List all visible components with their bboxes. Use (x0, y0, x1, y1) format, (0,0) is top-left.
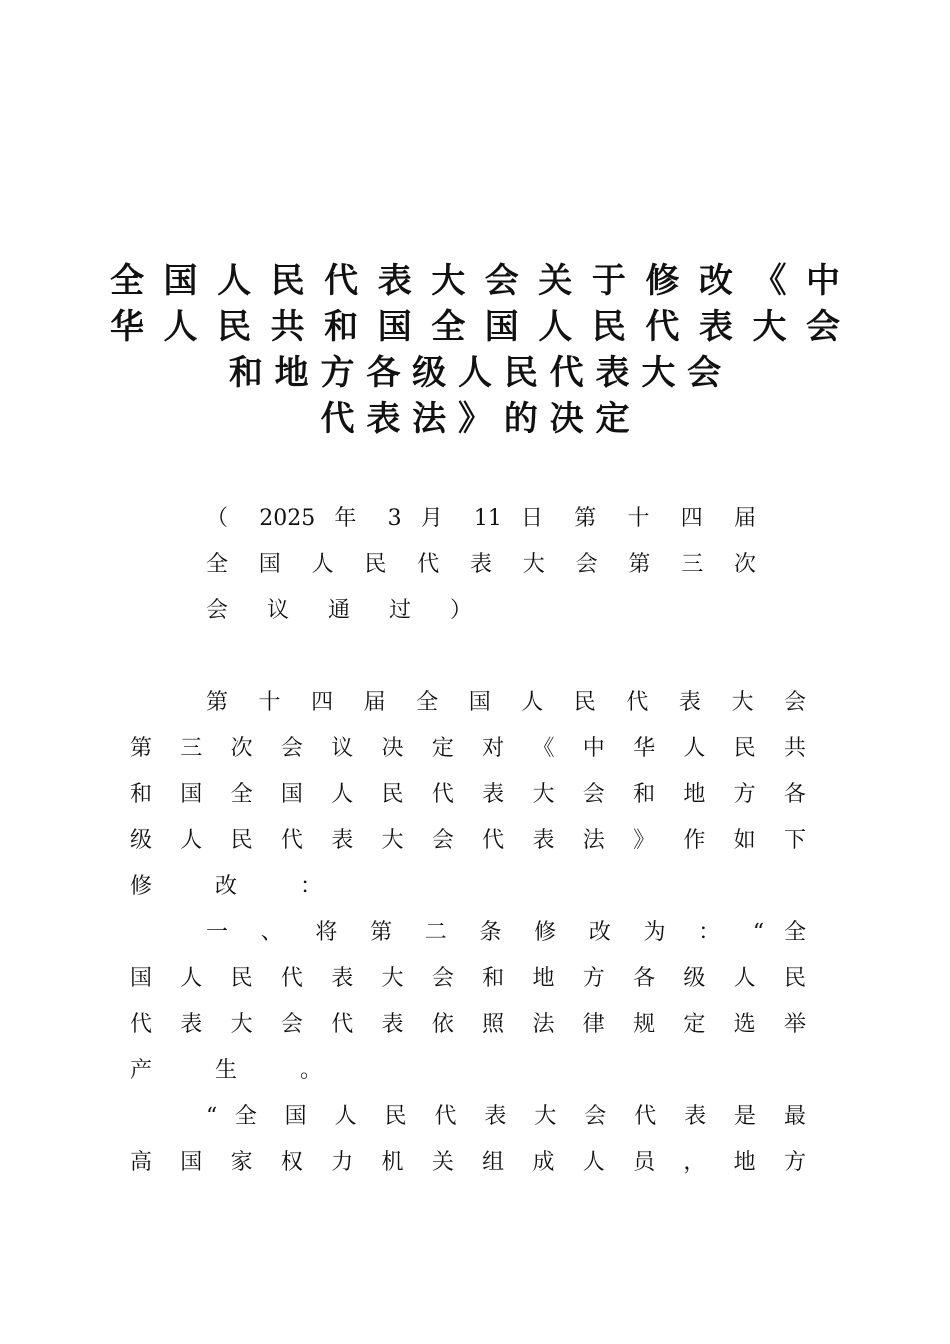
title-line-4: 代 表 法 》 的 决 定 (320, 399, 630, 439)
body-line-7: 国 人 民 代 表 大 会 和 地 方 各 级 人 民 (130, 966, 806, 991)
body-line-11: 高 国 家 权 力 机 关 组 成 人 员 ， 地 方 (130, 1150, 806, 1175)
body-line-10: “ 全 国 人 民 代 表 大 会 代 表 是 最 (206, 1104, 806, 1129)
body-line-2: 第 三 次 会 议 决 定 对 《 中 华 人 民 共 (130, 736, 806, 761)
body-line-4: 级 人 民 代 表 大 会 代 表 法 》 作 如 下 (130, 828, 806, 853)
body-line-6: 一 、 将 第 二 条 修 改 为 ： “ 全 (206, 920, 806, 945)
date-line-2: 全 国 人 民 代 表 大 会 第 三 次 (206, 552, 756, 577)
date-line-3: 会 议 通 过 ） (206, 598, 488, 623)
title-line-2: 华 人 民 共 和 国 全 国 人 民 代 表 大 会 (110, 307, 840, 347)
title-line-1: 全 国 人 民 代 表 大 会 关 于 修 改 《 中 (110, 261, 840, 301)
title-line-3: 和 地 方 各 级 人 民 代 表 大 会 (228, 353, 722, 393)
body-line-5: 修 改 ： (130, 874, 350, 899)
body-line-9: 产 生 。 (130, 1058, 350, 1083)
body-line-3: 和 国 全 国 人 民 代 表 大 会 和 地 方 各 (130, 782, 806, 807)
adoption-date-note (206, 496, 756, 634)
date-line-1: （ 2025 年 3 月 11 日 第 十 四 届 (206, 506, 756, 531)
body-line-8: 代 表 大 会 代 表 依 照 法 律 规 定 选 举 (130, 1012, 806, 1037)
body-line-1: 第 十 四 届 全 国 人 民 代 表 大 会 (206, 690, 806, 715)
document-title (110, 258, 840, 442)
document-body (130, 680, 806, 1186)
